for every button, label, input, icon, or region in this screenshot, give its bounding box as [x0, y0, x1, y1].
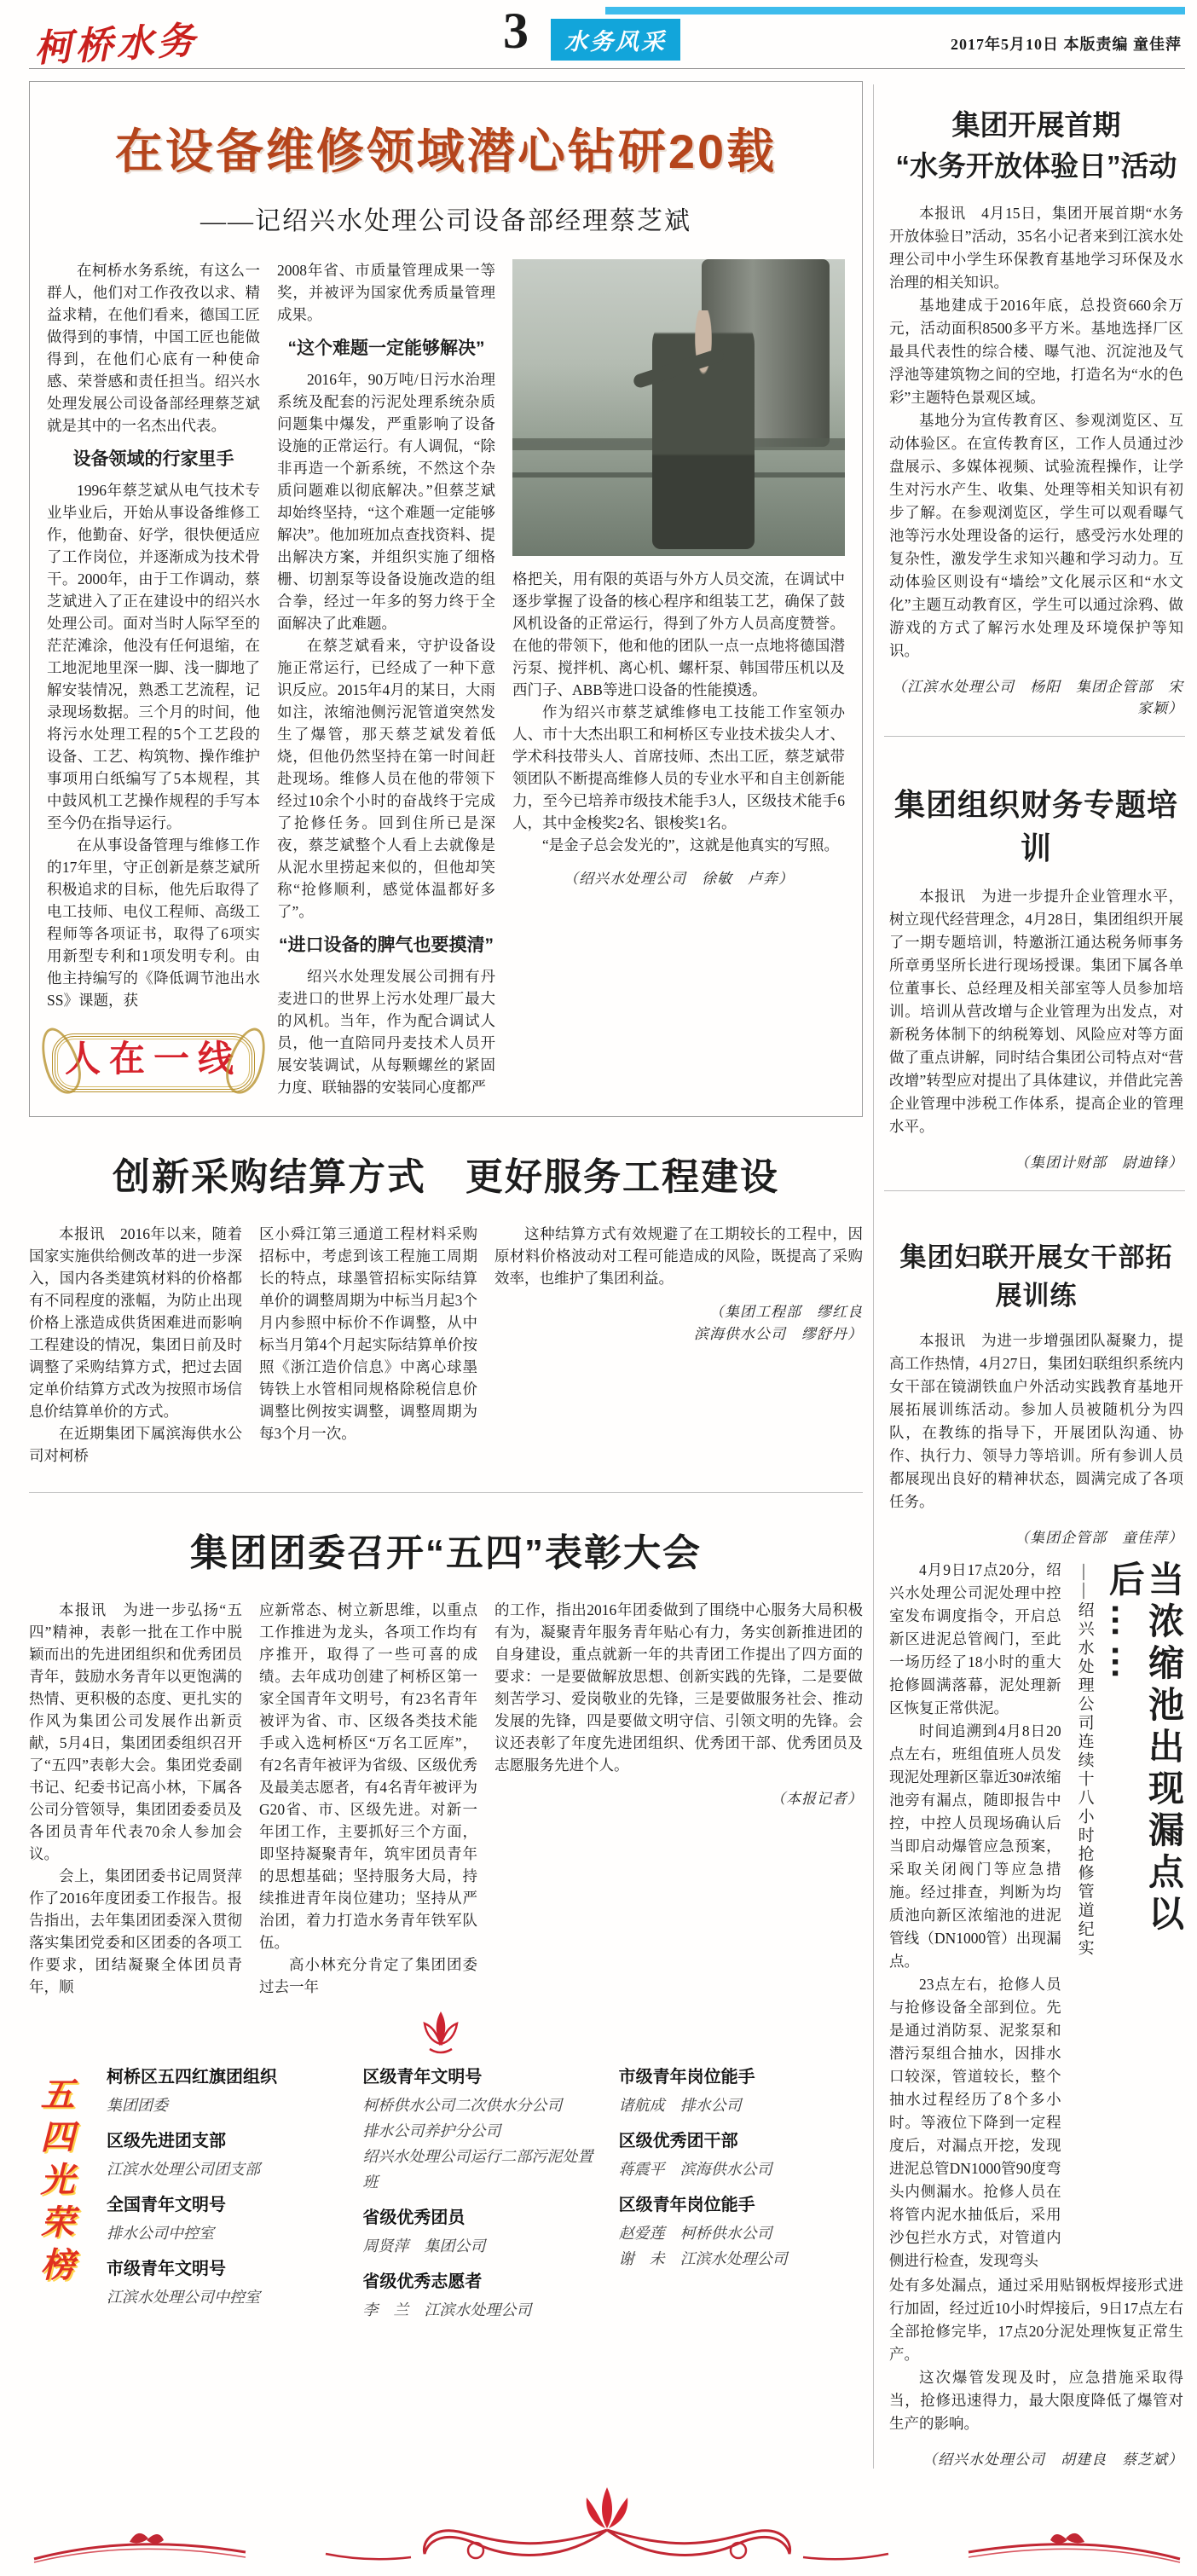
paragraph: 本报讯 为进一步提升企业管理水平，树立现代经营理念，4月28日，集团组织开展了一期专题培训，特邀浙江通达税务师事务所章勇坚所长进行现场授课。集团下属各单位董事长、总经理及相关部室等人员参加培训。培训从营改增与企业管理为出发点，对新税务体制下的纳税筹划、风险应对等方面做了重点讲解，同时结合集团公司特点对“营改增”转型应对提出了具体建议，并借此完善企业管理中涉税工作体系，提高企业的管理水平。 — [889, 887, 1183, 1135]
paragraph: 的工作，指出2016年团委做到了围绕中心服务大局积极有为，凝聚青年服务青年贴心有力，务实创新推进团的自身建设，重点就新一年的共青团工作提出了四方面的要求：一是要做解放思想、创新实践的先锋，二是要做刻苦学习、爱岗敬业的先锋，三是要做服务社会、推动发展的先锋，四是要做文明守信、引领文明的先锋。会议还表彰了年度先进团组织、优秀团干部、优秀团员及志愿服务先进个人。 — [494, 1601, 863, 1774]
award-name: 诸航成 排水公司 — [618, 2097, 742, 2114]
award-entry — [107, 2191, 338, 2246]
column-badge-frame — [52, 1033, 255, 1092]
section-label: 水务风采 — [551, 19, 680, 61]
headline-line: 集团开展首期 — [951, 109, 1121, 141]
photo-person-shape — [652, 310, 755, 549]
lotus-ornament-icon — [413, 2008, 469, 2062]
honor-column-3 — [607, 2054, 863, 2326]
honor-column-2 — [350, 2054, 606, 2326]
paragraph: 2016年，90万吨/日污水治理系统及配套的污泥处理系统杂质问题集中爆发，严重影响了设备设施的正常运行。有人调侃，“除非再造一个新系统，不然这个杂质问题难以彻底解决。”但蔡芝斌却始终坚持，“这个难题一定能够解决”。他加班加点查找资料、提出解决方案，并组织实施了细格栅、切割泵等设备设施改造的组合拳，经过一年多的努力终于全面解决了此难题。 — [277, 371, 495, 632]
article-signature — [494, 1301, 863, 1346]
women-headline: 集团妇联开展女干部拓展训练 — [899, 1242, 1173, 1311]
page-number: 3 — [503, 3, 529, 59]
award-title: 区级先进团支部 — [107, 2132, 226, 2151]
award-name: 集团团委 — [107, 2097, 168, 2114]
paragraph: 处有多处漏点，通过采用贴钢板焊接形式进行加固，经过近10小时焊接后，9日17点左右全部抢修完毕，17点20分泥处理恢复正常生产。 — [889, 2276, 1183, 2363]
award-entry — [107, 2127, 338, 2182]
divider — [884, 1190, 1185, 1191]
paragraph: “是金子总会发光的”，这就是他真实的写照。 — [542, 836, 840, 854]
honor-column-1 — [95, 2054, 350, 2326]
signature-line: 滨海供水公司 缪舒丹） — [694, 1326, 863, 1342]
main-column-1 — [47, 259, 260, 1101]
award-entry — [362, 2063, 594, 2195]
main-column-3 — [512, 259, 845, 1101]
paragraph: 应新常态、树立新思维，以重点工作推进为龙头，各项工作均有序推开，取得了一些可喜的成绩。去年成功创建了柯桥区第一家全国青年文明号，有23名青年被评为省、市、区级各类技术能手或入选柯桥区“万名工匠库”，有2名青年被评为省级、区级优秀及最美志愿者，有4名青年被评为G20省、市、区级先进。对新一年团工作，主要抓好三个方面，即坚持凝聚青年，筑牢团员青年的思想基础；坚持服务大局，持续推进青年岗位建功；坚持从严治团，着力打造水务青年铁军队伍。 — [259, 1601, 477, 1951]
award-name: 绍兴水处理公司运行二部污泥处置班 — [362, 2148, 593, 2191]
article-signature: （集团计财部 尉迪锋） — [1015, 1154, 1183, 1171]
award-title: 市级青年文明号 — [107, 2260, 226, 2278]
youth-column-2 — [259, 1599, 477, 1998]
repair-body-column — [889, 1559, 1061, 2272]
procurement-column-1 — [29, 1223, 242, 1467]
paragraph: 4月9日17点20分，绍兴水处理公司泥处理中控室发布调度指令，开启总新区进泥总管阀门，至此一场历经了18小时的重大抢修圆满落幕，泥处理新区恢复正常供泥。 — [889, 1560, 1061, 1716]
newspaper-logo: 柯桥水务 — [33, 20, 200, 70]
award-entry — [107, 2255, 338, 2310]
article-signature: （集团企管部 童佳萍） — [1015, 1529, 1183, 1546]
swirl-ornament-center-icon — [309, 2479, 905, 2567]
main-subtitle: ——记绍兴水处理公司设备部经理蔡芝斌 — [200, 207, 691, 235]
header-blue-bar — [605, 7, 1185, 14]
award-name: 李 兰 江滨水处理公司 — [362, 2301, 532, 2318]
paragraph: 绍兴水处理发展公司拥有丹麦进口的世界上污水处理厂最大的风机。当年，作为配合调试人员，他一直陪同丹麦技术人员开展安装调试，从每颗螺丝的紧固力度、联轴器的安装同心度都严 — [277, 968, 495, 1096]
date-editor-line: 2017年5月10日 本版责编 童佳萍 — [951, 36, 1182, 53]
award-title: 市级青年岗位能手 — [618, 2068, 755, 2087]
paragraph: 这种结算方式有效规避了在工期较长的工程中，因原材料价格波动对工程可能造成的风险，既提高了采购效率，也维护了集团利益。 — [494, 1225, 863, 1287]
headline-line: “水务开放体验日”活动 — [895, 149, 1177, 182]
paragraph: 基地建成于2016年底，总投资660余万元，活动面积8500多平方米。基地选择厂区最具代表性的综合楼、曝气池、沉淀池及气浮池等建筑物之间的空地，打造名为“水的色彩”主题特色景观区域。 — [889, 296, 1183, 406]
pipe-repair-article — [884, 1555, 1185, 2469]
paragraph: 作为绍兴市蔡芝斌维修电工技能工作室领办人、市十大杰出职工和柯桥区专业技术拔尖人才、学术科技带头人、首席技师、杰出工匠，蔡芝斌带领团队不断提高维修人员的专业水平和自主创新能力，至今已培养市级技术能手3人，区级技术能手6人，其中金梭奖2名、银梭奖1名。 — [512, 703, 845, 831]
repair-continuation — [889, 2274, 1183, 2435]
paragraph: 高小林充分肯定了集团团委过去一年 — [259, 1956, 477, 1995]
article-signature: （绍兴水处理公司 徐敏 卢奔） — [564, 871, 794, 887]
paragraph: 23点左右，抢修人员与抢修设备全部到位。先是通过消防泵、泥浆泵和潜污泵组合抽水，因排水口较深，管道较长，整个抽水过程经历了8个多小时。等液位下降到一定程度后，对漏点开挖，发现进泥总管DN1000管90度弯头内侧漏水。抢修人员在将管内泥水抽低后，采用沙包拦水方式，对管道内侧进行检查，发现弯头 — [889, 1975, 1061, 2269]
award-title: 区级青年岗位能手 — [618, 2196, 755, 2214]
masthead — [29, 0, 1185, 69]
procurement-column-2 — [259, 1223, 477, 1467]
award-entry — [362, 2203, 594, 2259]
award-entry — [619, 2191, 851, 2272]
wing-ornament-right-icon — [963, 2521, 1185, 2567]
award-entry — [619, 2127, 851, 2182]
procurement-headline: 创新采购结算方式 更好服务工程建设 — [113, 1156, 779, 1198]
article-photo — [512, 259, 845, 556]
women-training-article — [884, 1210, 1185, 1547]
paragraph: 1996年蔡芝斌从电气技术专业毕业后，开始从事设备维修工作，他勤奋、好学，很快便适应了工作岗位，并逐渐成为技术骨干。2000年，由于工作调动，蔡芝斌进入了正在建设中的绍兴水处理公司。面对当时人际罕至的茫茫滩涂，他没有任何退缩，在工地泥地里深一脚、浅一脚地了解安装情况，熟悉工艺流程，记录现场数据。三个月的时间，他将污水处理工程的5个工艺段的设备、工艺、构筑物、操作维护事项用白纸编写了5本规程，其中鼓风机工艺操作规程的手写本至今仍在指导运行。 — [47, 482, 260, 831]
article-signature: （江滨水处理公司 杨阳 集团企管部 宋家颖） — [892, 678, 1183, 716]
procurement-article — [29, 1146, 863, 1493]
award-name: 江滨水处理公司中控室 — [107, 2289, 260, 2306]
paragraph: 在从事设备管理与维修工作的17年里，守正创新是蔡芝斌所积极追求的目标，他先后取得了电工技师、电仪工程师、高级工程师等各项证书，取得了6项实用新型专利和1项发明专利。由他主持编写的《降低调节池出水SS》课题，获 — [47, 836, 260, 1009]
open-day-headline — [889, 105, 1183, 187]
paragraph: 本报讯 2016年以来，随着国家实施供给侧改革的进一步深入，国内各类建筑材料的价格都有不同程度的涨幅，为防止出现价格上涨造成供货困难进而影响工程建设的情况，集团日前及时调整了采购结算方式，把过去固定单价结算方式改为按照市场信息价结算单价的方式。 — [29, 1225, 242, 1420]
award-name: 柯桥供水公司二次供水分公司 — [362, 2097, 563, 2114]
paragraph: 区小舜江第三通道工程材料采购招标中，考虑到该工程施工周期长的特点，球墨管招标实际结算单价的调整周期为中标当月起3个月内参照中标价不作调整，从中标当月第4个月起实际结算单价按照《浙江造价信息》中离心球墨铸铁上水管相同规格除税信息价调整比例按实调整，调整周期为每3个月一次。 — [259, 1225, 477, 1442]
divider — [29, 1492, 863, 1493]
youth-column-3 — [494, 1599, 863, 1998]
award-entry — [619, 2063, 851, 2118]
divider — [884, 736, 1185, 737]
paragraph: 会上，集团团委书记周贤萍作了2016年度团委工作报告。报告指出，去年集团团委深入贯彻落实集团党委和区团委的各项工作要求，团结凝聚全体团员青年，顺 — [29, 1867, 242, 1995]
paragraph: 本报讯 4月15日，集团开展首期“水务开放体验日”活动，35名小记者来到江滨水处理公司中小学生环保教育基地学习环保及水治理的相关知识。 — [889, 204, 1183, 291]
subhead-1: 设备领域的行家里手 — [72, 449, 234, 469]
award-name: 江滨水处理公司团支部 — [107, 2161, 260, 2178]
main-feature-article — [29, 81, 863, 1117]
award-title: 全国青年文明号 — [107, 2196, 226, 2214]
main-headline: 在设备维修领域潜心钻研20载 — [114, 124, 778, 178]
main-column-2 — [277, 259, 495, 1101]
award-title: 柯桥区五四红旗团组织 — [107, 2068, 277, 2087]
youth-column-1 — [29, 1599, 242, 1998]
award-name: 蒋震平 滨海供水公司 — [618, 2161, 772, 2178]
award-name: 赵爱莲 柯桥供水公司 — [618, 2225, 772, 2242]
paragraph: 本报讯 为进一步增强团队凝聚力，提高工作热情，4月27日，集团妇联组织系统内女干部在镜湖铁血户外活动实践教育基地开展拓展训练活动。参加人员被随机分为四队，在教练的指导下，开展团队沟通、协作、执行力、领导力等培训。所有参训人员都展现出良好的精神状态，圆满完成了各项任务。 — [889, 1331, 1183, 1510]
paragraph: 在蔡芝斌看来，守护设备设施正常运行，已经成了一种下意识反应。2015年4月的某日，大雨如注，浓缩池侧污泥管道突然发生了爆管，那天蔡芝斌发着低烧，但他仍然坚持在第一时间赶赴现场。维修人员在他的带领下经过10余个小时的奋战终于完成了抢修任务。回到住所已是深夜，蔡芝斌整个人看上去就像是从泥水里捞起来似的，但他却笑称“抢修顺利，感觉体温都好多了”。 — [277, 637, 495, 920]
paragraph: 基地分为宣传教育区、参观浏览区、互动体验区。在宣传教育区，工作人员通过沙盘展示、多媒体视频、试验流程操作，让学生对污水产生、收集、处理等相关知识有初步了解。在参观浏览区，学生可以观看曝气池等污水处理设备的运行，感受污水处理的复杂性，激发学生求知兴趣和学习动力。互动体验区则设有“墙绘”文化展示区和“水文化”主题互动教育区，学生可以通过涂鸦、做游戏的方式了解污水处理及环境保护等知识。 — [889, 411, 1183, 659]
finance-headline: 集团组织财务专题培训 — [893, 786, 1178, 865]
paragraph: 时间追溯到4月8日20点左右，班组值班人员发现泥处理新区靠近30#浓缩池旁有漏点，随即报告中控，中控人员现场确认后当即启动爆管应急预案，采取关闭阀门等应急措施。经过排查，判断为均质池向新区浓缩池的进泥管线（DN1000管）出现漏点。 — [889, 1722, 1061, 1970]
award-name: 排水公司养护分公司 — [362, 2122, 501, 2139]
award-entry — [107, 2063, 338, 2118]
subhead-3: “进口设备的脾气也要摸清” — [279, 935, 494, 955]
finance-training-article — [884, 755, 1185, 1172]
award-title: 省级优秀志愿者 — [362, 2272, 483, 2291]
column-badge-label: 人在一线 — [64, 1040, 242, 1080]
vertical-divider — [873, 84, 874, 2469]
youth-league-article — [29, 1522, 863, 1998]
paragraph: 本报讯 为进一步弘扬“五四”精神，表彰一批在工作中脱颖而出的先进团组织和优秀团员青年，鼓励水务青年以更饱满的热情、更积极的态度、更扎实的作风为集团公司发展作出新贡献，5月4日，集团团委组织召开了“五四”表彰大会。集团党委副书记、纪委书记高小林，下属各公司分管领导，集团团委委员及各团员青年代表70余人参加会议。 — [29, 1601, 242, 1862]
paragraph: 在柯桥水务系统，有这么一群人，他们对工作孜孜以求、精益求精，在他们看来，德国工匠做得到的事情，中国工匠也能做得到，在他们心底有一种使命感、荣誉感和责任担当。绍兴水处理发展公司设备部经理蔡芝斌就是其中的一名杰出代表。 — [47, 262, 260, 434]
award-name: 谢 未 江滨水处理公司 — [618, 2250, 788, 2267]
badge-wrap — [52, 1011, 255, 1092]
sidebar — [884, 81, 1185, 2469]
award-name: 周贤萍 集团公司 — [362, 2237, 486, 2255]
procurement-column-3 — [494, 1223, 863, 1467]
open-day-article — [884, 88, 1185, 717]
honor-roll-title: 五四光荣榜 — [36, 2076, 74, 2289]
subhead-2: “这个难题一定能够解决” — [287, 339, 485, 358]
left-zone — [29, 81, 863, 2469]
wing-ornament-left-icon — [29, 2521, 251, 2567]
repair-vertical-headline: 当浓缩池出现漏点以后…… — [1104, 1560, 1184, 1936]
youth-headline: 集团团委召开“五四”表彰大会 — [190, 1532, 702, 1574]
repair-vertical-subtitle: ——绍兴水处理公司连续十八小时抢修管道纪实 — [1075, 1563, 1094, 1958]
paragraph: 在近期集团下属滨海供水公司对柯桥 — [29, 1425, 242, 1464]
paragraph: 2008年省、市质量管理成果一等奖，并被评为国家优秀质量管理成果。 — [277, 262, 495, 323]
award-name: 排水公司中控室 — [107, 2225, 214, 2242]
footer-ornaments — [29, 2474, 1185, 2567]
honor-roll — [29, 2020, 863, 2326]
award-entry — [362, 2267, 594, 2323]
paragraph: 格把关，用有限的英语与外方人员交流，在调试中逐步掌握了设备的核心程序和组装工艺，确保了鼓风机设备的正常运行，得到了外方人员高度赞誉。在他的带领下，他和他的团队一点一点地将德国潜污泵、搅拌机、离心机、螺杆泵、韩国带压机以及西门子、ABB等进口设备的性能摸透。 — [512, 570, 845, 698]
article-signature: （本报记者） — [771, 1791, 863, 1807]
award-title: 区级青年文明号 — [362, 2068, 483, 2087]
article-signature: （绍兴水处理公司 胡建良 蔡芝斌） — [922, 2451, 1183, 2468]
award-title: 省级优秀团员 — [362, 2208, 466, 2227]
signature-line: （集团工程部 缪红良 — [709, 1304, 863, 1320]
award-title: 区级优秀团干部 — [618, 2132, 738, 2151]
paragraph: 这次爆管发现及时，应急措施采取得当，抢修迅速得力，最大限度降低了爆管对生产的影响。 — [889, 2368, 1183, 2432]
